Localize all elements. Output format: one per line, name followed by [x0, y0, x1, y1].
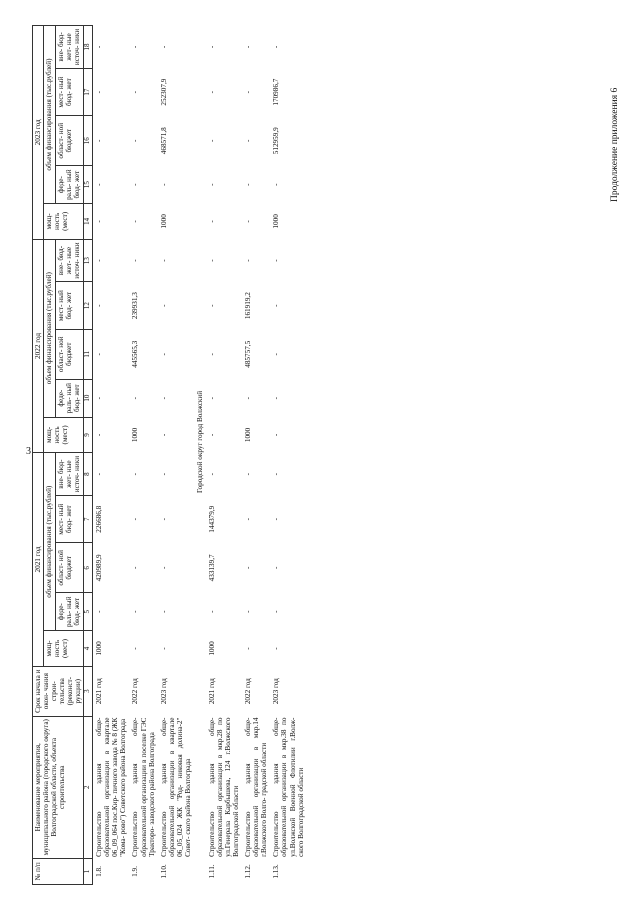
value-cell: -	[95, 139, 104, 142]
value-cell: 252307,9	[159, 78, 168, 106]
value-cell: -	[207, 45, 216, 49]
value-cell: -	[207, 396, 216, 400]
value-cell: -	[159, 518, 168, 521]
value-cell: 1000	[95, 641, 104, 656]
object-name: Строительство здания обще- образовательной организации в поселке ГЭС Тракторо- заводского района Волгограда	[131, 717, 156, 857]
column-number-row	[84, 26, 93, 885]
construction-term: 2022 год	[244, 678, 253, 705]
value-cell: -	[207, 220, 216, 223]
row-number: 1.10.	[159, 864, 168, 879]
header-regional: област- ной бюджет	[56, 329, 84, 379]
value-cell: -	[207, 90, 216, 94]
header-federal: феде- раль- ный бюд- жет	[56, 379, 84, 417]
row-number: 1.8.	[95, 866, 104, 877]
value-cell: -	[95, 90, 104, 94]
construction-term: 2023 год	[159, 678, 168, 705]
header-capacity: мощ- ность (мест)	[44, 417, 84, 453]
column-number: 1	[84, 858, 93, 884]
header-no: № п/п	[33, 858, 84, 884]
value-cell: -	[244, 610, 253, 613]
value-cell: -	[272, 647, 281, 650]
value-cell: -	[272, 472, 281, 476]
value-cell: -	[131, 90, 140, 94]
value-cell: -	[95, 304, 104, 307]
value-cell: -	[244, 472, 253, 476]
table-row	[206, 26, 242, 885]
value-cell: 445565,3	[131, 340, 140, 368]
value-cell: 1000	[131, 427, 140, 443]
value-cell: -	[159, 610, 168, 613]
value-cell: -	[272, 304, 281, 307]
value-cell: -	[95, 45, 104, 49]
column-number: 10	[84, 379, 93, 417]
row-number: 1.11.	[207, 864, 216, 879]
value-cell: -	[131, 566, 140, 570]
value-cell: -	[131, 396, 140, 400]
row-number: 1.13.	[272, 864, 281, 879]
header-capacity: мощ- ность (мест)	[44, 631, 84, 667]
header-local: мест- ный бюд- жет	[56, 68, 84, 115]
construction-term: 2021 год	[95, 678, 104, 705]
value-cell: -	[272, 518, 281, 521]
object-name: Строительство здания обще- образовательной организации в квартале 06_05_024 ЖК "Род- никовая долина-2" Совет- ского района Волгограда	[159, 717, 192, 857]
header-year-2022: 2022 год	[33, 239, 44, 453]
value-cell: -	[131, 220, 140, 223]
value-cell: 1000	[244, 427, 253, 443]
table-row	[242, 26, 270, 885]
column-number: 15	[84, 166, 93, 204]
value-cell: -	[244, 139, 253, 142]
value-cell: -	[272, 610, 281, 613]
value-cell: -	[244, 396, 253, 400]
group-row	[194, 26, 206, 885]
value-cell: -	[159, 396, 168, 400]
value-cell: -	[244, 220, 253, 223]
column-number: 13	[84, 239, 93, 282]
header-federal: феде- раль- ный бюд- жет	[56, 166, 84, 204]
value-cell: -	[131, 518, 140, 521]
continuation-label: Продолжение приложения 6	[610, 87, 620, 202]
construction-term: 2021 год	[207, 678, 216, 705]
header-federal: феде- раль- ный бюд- жет	[56, 593, 84, 631]
header-capacity: мощ- ность (мест)	[44, 204, 84, 240]
value-cell: -	[272, 353, 281, 356]
value-cell: -	[159, 472, 168, 476]
value-cell: 485757,5	[244, 340, 253, 368]
group-label: Городской округ город Волжский	[195, 390, 204, 494]
value-cell: -	[95, 472, 104, 476]
value-cell: -	[95, 610, 104, 613]
value-cell: -	[131, 472, 140, 476]
value-cell: 1000	[207, 641, 216, 656]
value-cell: -	[207, 433, 216, 437]
header-extra: вне- бюд- жет- ные источ- ники	[56, 239, 84, 282]
header-local: мест- ный бюд- жет	[56, 282, 84, 329]
value-cell: -	[272, 259, 281, 262]
value-cell: 433139,7	[207, 554, 216, 582]
value-cell: -	[159, 647, 168, 650]
header-extra: вне- бюд- жет- ные источ- ники	[56, 453, 84, 496]
value-cell: -	[244, 259, 253, 262]
header-year-2023: 2023 год	[33, 26, 44, 240]
header-extra: вне- бюд- жет- ные источ- ники	[56, 26, 84, 69]
value-cell: -	[159, 259, 168, 262]
value-cell: -	[272, 396, 281, 400]
value-cell: -	[272, 45, 281, 49]
value-cell: -	[244, 647, 253, 650]
object-name: Строительство здания обще- образовательной организации в мкр.28 по ул.Генерала Карбышева, 124 г.Волжского Волгоградской области	[207, 717, 241, 857]
value-cell: -	[272, 566, 281, 570]
value-cell: 1000	[272, 214, 281, 229]
header-year-2021: 2021 год	[33, 453, 44, 667]
table-row	[93, 26, 130, 885]
value-cell: -	[159, 304, 168, 307]
object-name: Строительство здания обще- образовательной организации в мкр.14 г.Волжского Волго- градской области	[244, 717, 269, 857]
object-name: Строительство здания обще- образовательной организации в мкр.38 по ул.Волжской Военной Флотилии г.Волж- ского Волгоградской области	[272, 717, 305, 857]
construction-term: 2022 год	[131, 678, 140, 705]
column-number: 2	[84, 716, 93, 858]
table-body	[93, 26, 307, 885]
header-regional: област- ной бюджет	[56, 116, 84, 166]
table-row	[129, 26, 157, 885]
value-cell: -	[131, 610, 140, 613]
value-cell: -	[95, 353, 104, 356]
value-cell: -	[159, 566, 168, 570]
rotated-table-wrapper	[32, 25, 602, 885]
column-number: 14	[84, 204, 93, 240]
table-row	[158, 26, 194, 885]
value-cell: -	[131, 647, 140, 650]
column-number: 8	[84, 453, 93, 496]
value-cell: 144379,9	[207, 505, 216, 533]
column-number: 17	[84, 68, 93, 115]
column-number: 16	[84, 116, 93, 166]
value-cell: -	[131, 45, 140, 49]
value-cell: -	[244, 183, 253, 186]
page-number: 3	[26, 446, 31, 457]
row-number: 1.12.	[244, 864, 253, 879]
value-cell: -	[159, 45, 168, 49]
column-number: 9	[84, 417, 93, 453]
empty-cell	[194, 858, 206, 884]
header-funding: объем финансирования (тыс.рублей)	[44, 26, 56, 204]
construction-term: 2023 год	[272, 678, 281, 705]
value-cell: -	[207, 259, 216, 262]
value-cell: 512959,9	[272, 127, 281, 155]
value-cell: -	[207, 610, 216, 613]
value-cell: -	[207, 139, 216, 142]
value-cell: -	[159, 353, 168, 356]
column-number: 7	[84, 495, 93, 542]
column-number: 12	[84, 282, 93, 329]
value-cell: -	[244, 566, 253, 570]
value-cell: -	[131, 259, 140, 262]
value-cell: -	[207, 304, 216, 307]
column-number: 5	[84, 593, 93, 631]
value-cell: -	[131, 183, 140, 186]
object-name: Строительство здания обще- образовательной организации в квартале 06_09_064 пос.Кир- пичного завода № 8 (ЖК "Кома- рово") Советского района Волгограда	[95, 717, 128, 857]
funding-table	[32, 25, 307, 885]
value-cell: -	[95, 396, 104, 400]
header-term: Срок начала и окон- чания строи- тельства (реконст- рукции)	[33, 666, 84, 716]
header-funding: объем финансирования (тыс.рублей)	[44, 239, 56, 417]
column-number: 6	[84, 543, 93, 593]
header-funding: объем финансирования (тыс.рублей)	[44, 453, 56, 631]
table-row	[270, 26, 306, 885]
value-cell: -	[159, 183, 168, 186]
value-cell: 420989,9	[95, 554, 104, 582]
header-local: мест- ный бюд- жет	[56, 495, 84, 542]
value-cell: 226686,8	[95, 505, 104, 533]
row-number: 1.9.	[131, 866, 140, 877]
value-cell: -	[272, 433, 281, 437]
value-cell: -	[131, 139, 140, 142]
value-cell: 468571,8	[159, 127, 168, 155]
value-cell: -	[244, 518, 253, 521]
value-cell: -	[207, 472, 216, 476]
value-cell: -	[272, 183, 281, 186]
value-cell: 239931,3	[131, 292, 140, 320]
value-cell: -	[95, 220, 104, 223]
column-number: 11	[84, 329, 93, 379]
value-cell: -	[207, 353, 216, 356]
value-cell: 170986,7	[272, 78, 281, 106]
value-cell: -	[207, 183, 216, 186]
value-cell: 1000	[159, 214, 168, 229]
value-cell: -	[95, 183, 104, 186]
column-number: 3	[84, 666, 93, 716]
header-regional: област- ной бюджет	[56, 543, 84, 593]
column-number: 18	[84, 26, 93, 69]
value-cell: 161919,2	[244, 292, 253, 320]
value-cell: -	[95, 259, 104, 262]
value-cell: -	[244, 45, 253, 49]
column-number: 4	[84, 631, 93, 667]
value-cell: -	[95, 433, 104, 437]
value-cell: -	[159, 433, 168, 437]
header-name: Наименование мероприятия, муниципального района (городского округа) Волгоградской области, объекта строительства	[33, 716, 84, 858]
value-cell: -	[244, 90, 253, 94]
